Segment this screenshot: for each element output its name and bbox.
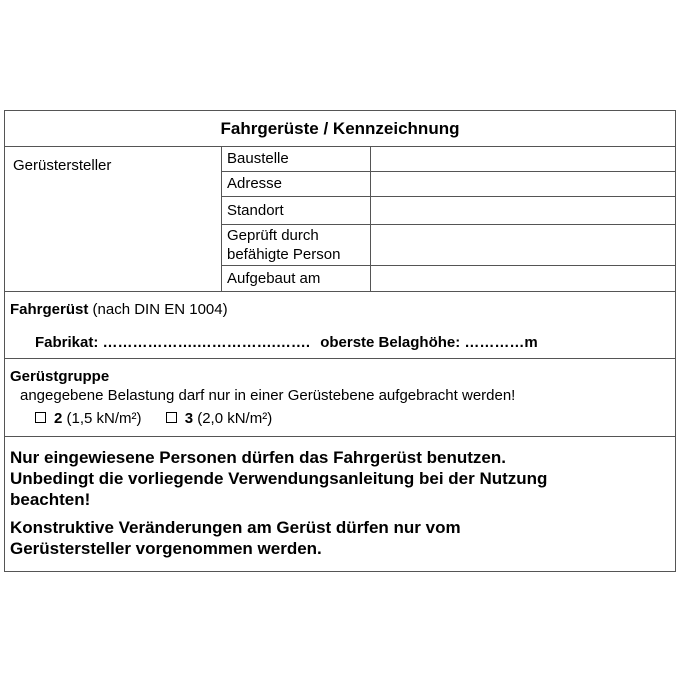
scaffold-label-sign bbox=[4, 110, 676, 572]
option-number: 3 bbox=[184, 410, 194, 427]
warning-line: Konstruktive Veränderungen am Gerüst dürfen nur vom bbox=[10, 518, 461, 537]
field-label: Baustelle bbox=[221, 147, 371, 171]
warning-line: Nur eingewiesene Personen dürfen das Fahrgerüst benutzen. bbox=[10, 448, 506, 467]
fahrgeruest-heading: Fahrgerüst bbox=[10, 301, 89, 318]
warning-line: Unbedingt die vorliegende Verwendungsanleitung bei der Nutzung bbox=[10, 469, 548, 488]
field-label-line: befähigte Person bbox=[227, 246, 341, 263]
option-group-3 bbox=[166, 410, 273, 427]
geruestgruppe-options bbox=[35, 410, 272, 427]
warnings-section bbox=[10, 447, 670, 559]
option-load: (2,0 kN/m²) bbox=[197, 410, 273, 427]
field-label: Standort bbox=[221, 197, 371, 224]
fabrikat-label: Fabrikat: ……………….…………….……. bbox=[35, 334, 311, 351]
checkbox-icon[interactable] bbox=[166, 412, 177, 423]
field-label-line: Geprüft durch bbox=[227, 227, 319, 244]
geruestgruppe-heading: Gerüstgruppe bbox=[10, 368, 110, 385]
warning-line: beachten! bbox=[10, 490, 91, 509]
geruestgruppe-section bbox=[5, 359, 675, 437]
field-label: Adresse bbox=[221, 172, 371, 196]
field-label: Aufgebaut am bbox=[221, 266, 371, 292]
geruestgruppe-note: angegebene Belastung darf nur in einer Gerüstebene aufgebracht werden! bbox=[20, 387, 516, 404]
option-load: (1,5 kN/m²) bbox=[66, 410, 142, 427]
option-group-2 bbox=[35, 410, 146, 427]
fahrgeruest-section bbox=[5, 292, 675, 359]
checkbox-icon[interactable] bbox=[35, 412, 46, 423]
belaghoehe-label: oberste Belaghöhe: …………m bbox=[320, 334, 538, 351]
fahrgeruest-details-line bbox=[35, 334, 538, 351]
header-section bbox=[5, 111, 675, 292]
sign-title: Fahrgerüste / Kennzeichnung bbox=[5, 111, 675, 147]
fahrgeruest-heading-line bbox=[10, 301, 228, 318]
option-number: 2 bbox=[54, 410, 63, 427]
warning-line: Gerüstersteller vorgenommen werden. bbox=[10, 539, 322, 558]
scaffold-builder-label: Gerüstersteller bbox=[13, 157, 112, 174]
fahrgeruest-norm: (nach DIN EN 1004) bbox=[88, 301, 228, 318]
